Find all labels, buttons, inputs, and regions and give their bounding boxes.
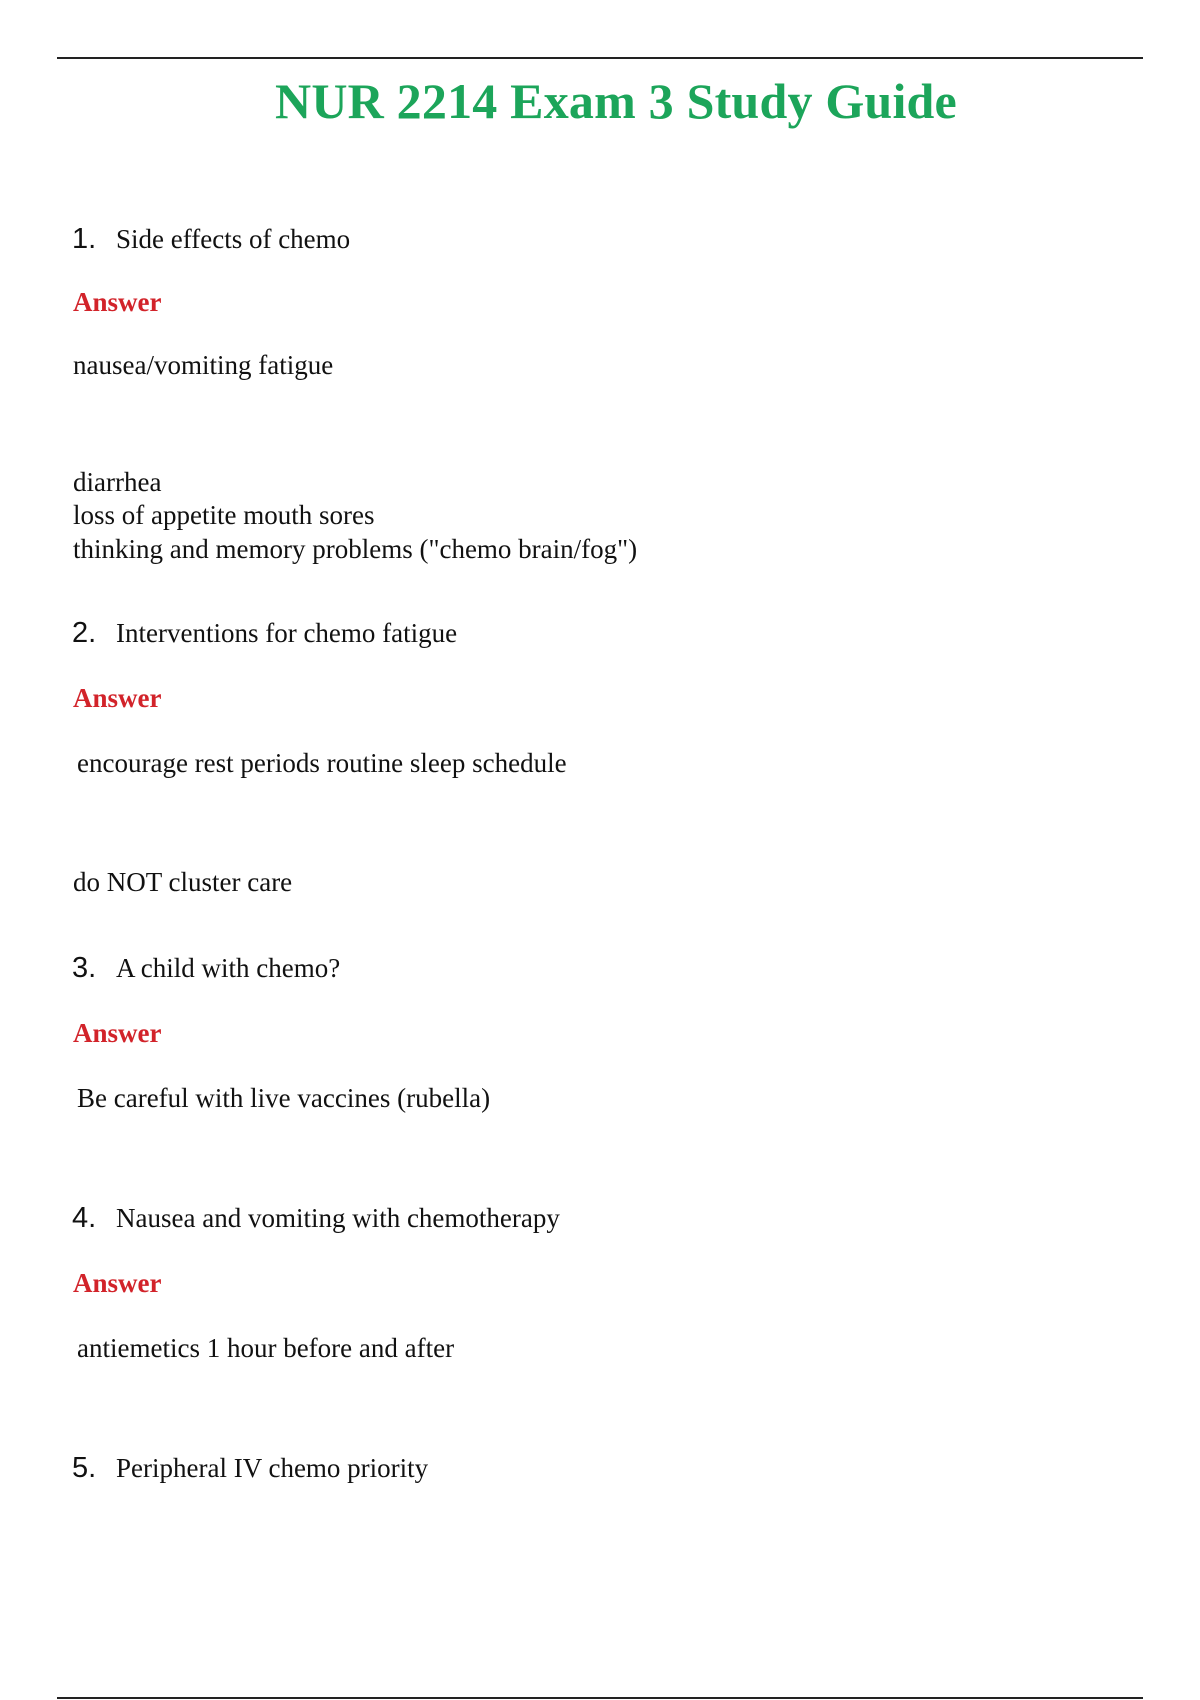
top-rule [57,57,1143,59]
question-number: 5. [72,1452,97,1484]
question-4 [72,1201,560,1235]
question-prompt: Interventions for chemo fatigue [116,618,458,648]
question-5 [72,1451,428,1485]
question-prompt: A child with chemo? [116,953,341,983]
page-title: NUR 2214 Exam 3 Study Guide [275,73,957,129]
answer-label: Answer [73,683,162,713]
answer-label: Answer [73,1268,162,1298]
question-prompt: Nausea and vomiting with chemotherapy [116,1203,560,1233]
question-number: 3. [72,952,97,984]
question-3 [72,951,340,985]
answer-line: diarrhea [73,467,162,497]
answer-line: encourage rest periods routine sleep schedule [77,748,567,778]
question-prompt: Peripheral IV chemo priority [116,1453,429,1483]
bottom-rule [57,1697,1143,1699]
answer-label: Answer [73,287,162,317]
question-2 [72,616,457,650]
question-number: 2. [72,617,97,649]
answer-line: thinking and memory problems ("chemo brain/fog") [73,534,638,564]
question-prompt: Side effects of chemo [116,224,351,254]
answer-line: do NOT cluster care [73,867,293,897]
answer-line: antiemetics 1 hour before and after [77,1333,455,1363]
answer-line: Be careful with live vaccines (rubella) [77,1083,491,1113]
question-number: 4. [72,1202,97,1234]
answer-label: Answer [73,1018,162,1048]
question-1 [72,222,350,256]
answer-line: nausea/vomiting fatigue [73,350,334,380]
question-number: 1. [72,223,97,255]
answer-line: loss of appetite mouth sores [73,500,375,530]
